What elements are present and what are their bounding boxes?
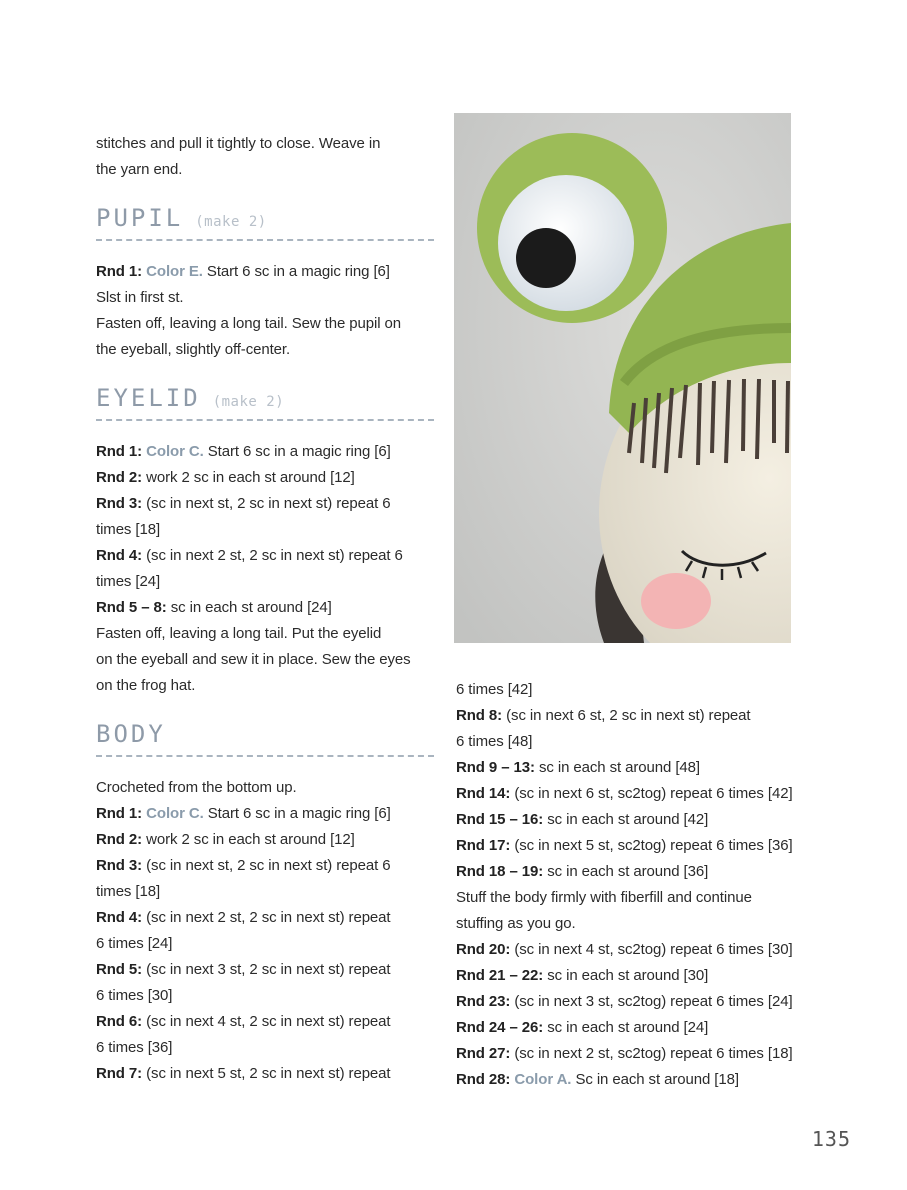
instruction-text: sc in each st around [30] xyxy=(543,967,709,984)
section-heading-body xyxy=(96,717,441,761)
instruction-line xyxy=(456,937,801,963)
text-line: stitches and pull it tightly to close. Weave in xyxy=(96,135,381,152)
round-label: Rnd 24 – 26: xyxy=(456,1019,544,1036)
text-line: times [18] xyxy=(96,883,161,900)
round-label: Rnd 14: xyxy=(456,785,511,802)
instruction-line xyxy=(456,1067,801,1093)
text-line: 6 times [30] xyxy=(96,987,173,1004)
round-label: Rnd 17: xyxy=(456,837,511,854)
instruction-line xyxy=(96,853,441,879)
round-label: Rnd 3: xyxy=(96,495,143,512)
round-label: Rnd 1: xyxy=(96,263,143,280)
instruction-text: (sc in next 5 st, sc2tog) repeat 6 times [36] xyxy=(510,837,793,854)
dashed-divider xyxy=(96,755,434,757)
instruction-text: (sc in next 2 st, 2 sc in next st) repeat 6 xyxy=(142,547,403,564)
text-line: 6 times [42] xyxy=(456,681,533,698)
instruction-text: (sc in next 6 st, sc2tog) repeat 6 times [42] xyxy=(510,785,793,802)
instruction-text: (sc in next 2 st, 2 sc in next st) repeat xyxy=(142,909,391,926)
instruction-line xyxy=(96,827,441,853)
instruction-line xyxy=(456,833,801,859)
instruction-line xyxy=(96,491,441,517)
section-heading-eyelid xyxy=(96,381,441,425)
instruction-line xyxy=(456,859,801,885)
text-line: Fasten off, leaving a long tail. Put the eyelid xyxy=(96,625,382,642)
amigurumi-photo xyxy=(454,113,791,643)
round-label: Rnd 8: xyxy=(456,707,503,724)
text-line: Stuff the body firmly with fiberfill and continue xyxy=(456,889,752,906)
instruction-line xyxy=(456,781,801,807)
heading-subtitle: (make 2) xyxy=(212,394,285,410)
instruction-text: Sc in each st around [18] xyxy=(571,1071,739,1088)
round-label: Rnd 7: xyxy=(96,1065,143,1082)
text-line: on the frog hat. xyxy=(96,677,196,694)
text-line: times [18] xyxy=(96,521,161,538)
heading-title: EYELID xyxy=(96,384,201,412)
instruction-text: Start 6 sc in a magic ring [6] xyxy=(202,263,390,280)
round-label: Rnd 15 – 16: xyxy=(456,811,544,828)
color-label: Color E. xyxy=(146,263,203,280)
round-label: Rnd 9 – 13: xyxy=(456,759,535,776)
instruction-text: (sc in next 2 st, sc2tog) repeat 6 times [18] xyxy=(510,1045,793,1062)
instruction-text: (sc in next 4 st, sc2tog) repeat 6 times [30] xyxy=(510,941,793,958)
right-column xyxy=(456,677,801,1093)
instruction-text: work 2 sc in each st around [12] xyxy=(142,831,355,848)
page-number: 135 xyxy=(811,1127,851,1151)
instruction-text: sc in each st around [24] xyxy=(166,599,332,616)
text-line: 6 times [36] xyxy=(96,1039,173,1056)
heading-subtitle: (make 2) xyxy=(195,214,267,230)
instruction-line xyxy=(456,703,801,729)
instruction-line xyxy=(456,963,801,989)
instruction-line xyxy=(456,1015,801,1041)
round-label: Rnd 1: xyxy=(96,805,143,822)
round-label: Rnd 2: xyxy=(96,469,143,486)
round-label: Rnd 4: xyxy=(96,909,143,926)
instruction-text: Start 6 sc in a magic ring [6] xyxy=(203,805,391,822)
round-label: Rnd 18 – 19: xyxy=(456,863,544,880)
round-label: Rnd 20: xyxy=(456,941,511,958)
instruction-text: (sc in next 6 st, 2 sc in next st) repeat xyxy=(502,707,751,724)
text-line: Crocheted from the bottom up. xyxy=(96,779,297,796)
instruction-text: sc in each st around [42] xyxy=(543,811,709,828)
instruction-text: (sc in next st, 2 sc in next st) repeat 6 xyxy=(142,857,391,874)
instruction-text: (sc in next 5 st, 2 sc in next st) repeat xyxy=(142,1065,391,1082)
instruction-line xyxy=(96,259,441,285)
text-line: times [24] xyxy=(96,573,161,590)
instruction-line xyxy=(96,595,441,621)
color-label: Color C. xyxy=(146,805,204,822)
round-label: Rnd 5 – 8: xyxy=(96,599,167,616)
round-label: Rnd 4: xyxy=(96,547,143,564)
color-label: Color C. xyxy=(146,443,204,460)
instruction-line xyxy=(96,1009,441,1035)
instruction-text: (sc in next 3 st, sc2tog) repeat 6 times [24] xyxy=(510,993,793,1010)
section-heading-pupil xyxy=(96,201,441,245)
instruction-line xyxy=(96,957,441,983)
instruction-line xyxy=(96,905,441,931)
instruction-line xyxy=(96,439,441,465)
text-line: Fasten off, leaving a long tail. Sew the pupil on xyxy=(96,315,402,332)
instruction-line xyxy=(456,989,801,1015)
instruction-line xyxy=(456,1041,801,1067)
text-line: on the eyeball and sew it in place. Sew the eyes xyxy=(96,651,411,668)
instruction-line xyxy=(96,801,441,827)
dashed-divider xyxy=(96,419,434,421)
round-label: Rnd 23: xyxy=(456,993,511,1010)
instruction-line xyxy=(96,1061,441,1087)
text-line: 6 times [24] xyxy=(96,935,173,952)
instruction-text: sc in each st around [36] xyxy=(543,863,709,880)
instruction-text: (sc in next 3 st, 2 sc in next st) repeat xyxy=(142,961,391,978)
round-label: Rnd 3: xyxy=(96,857,143,874)
round-label: Rnd 2: xyxy=(96,831,143,848)
text-line: the yarn end. xyxy=(96,161,183,178)
round-label: Rnd 1: xyxy=(96,443,143,460)
color-label: Color A. xyxy=(514,1071,572,1088)
instruction-text: work 2 sc in each st around [12] xyxy=(142,469,355,486)
dashed-divider xyxy=(96,239,434,241)
round-label: Rnd 27: xyxy=(456,1045,511,1062)
round-label: Rnd 5: xyxy=(96,961,143,978)
instruction-text: sc in each st around [24] xyxy=(543,1019,709,1036)
instruction-line xyxy=(96,465,441,491)
round-label: Rnd 21 – 22: xyxy=(456,967,544,984)
left-column xyxy=(96,131,441,1087)
text-line: the eyeball, slightly off-center. xyxy=(96,341,291,358)
instruction-text: Start 6 sc in a magic ring [6] xyxy=(203,443,391,460)
round-label: Rnd 6: xyxy=(96,1013,143,1030)
round-label: Rnd 28: xyxy=(456,1071,511,1088)
instruction-text: sc in each st around [48] xyxy=(534,759,700,776)
instruction-line xyxy=(96,543,441,569)
heading-title: BODY xyxy=(96,720,166,748)
instruction-text: (sc in next 4 st, 2 sc in next st) repeat xyxy=(142,1013,391,1030)
instruction-line xyxy=(456,755,801,781)
instruction-text: (sc in next st, 2 sc in next st) repeat 6 xyxy=(142,495,391,512)
heading-title: PUPIL xyxy=(96,204,184,232)
text-line: Slst in first st. xyxy=(96,289,184,306)
text-line: 6 times [48] xyxy=(456,733,533,750)
text-line: stuffing as you go. xyxy=(456,915,576,932)
instruction-line xyxy=(456,807,801,833)
